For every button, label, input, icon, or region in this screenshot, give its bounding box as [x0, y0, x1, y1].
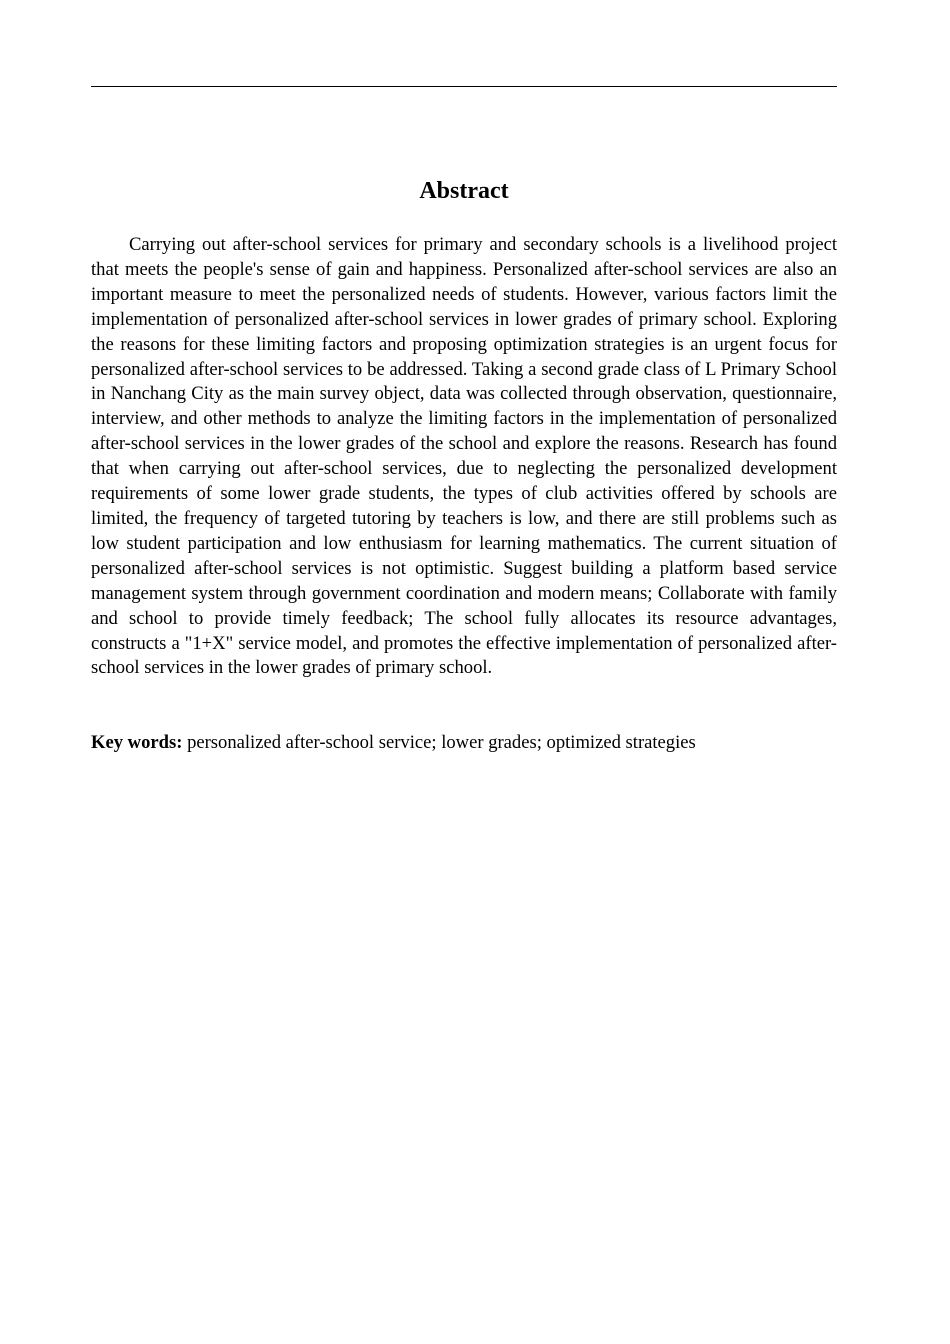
- header-rule: [91, 86, 837, 87]
- keywords-value: personalized after-school service; lower grades; optimized strategies: [182, 732, 696, 753]
- abstract-title: Abstract: [419, 178, 509, 204]
- keywords-label: Key words:: [91, 732, 183, 753]
- keywords-line: [91, 731, 837, 756]
- abstract-paragraph: Carrying out after-school services for primary and secondary schools is a livelihood project that meets the people's sense of gain and happiness. Personalized after-school services are also an important measure to meet the personalized needs of students. However, various factors limit the implementation of personalized after-school services in lower grades of primary school. Exploring the reasons for these limiting factors and proposing optimization strategies is an urgent focus for personalized after-school services to be addressed. Taking a second grade class of L Primary School in Nanchang City as the main survey object, data was collected through observation, questionnaire, interview, and other methods to analyze the limiting factors in the implementation of personalized after-school services in the lower grades of the school and explore the reasons. Research has found that when carrying out after-school services, due to neglecting the personalized development requirements of some lower grade students, the types of club activities offered by schools are limited, the frequency of targeted tutoring by teachers is low, and there are still problems such as low student participation and low enthusiasm for learning mathematics. The current situation of personalized after-school services is not optimistic. Suggest building a platform based service management system through government coordination and modern means; Collaborate with family and school to provide timely feedback; The school fully allocates its resource advantages, constructs a "1+X" service model, and promotes the effective implementation of personalized after-school services in the lower grades of primary school.: [91, 234, 837, 679]
